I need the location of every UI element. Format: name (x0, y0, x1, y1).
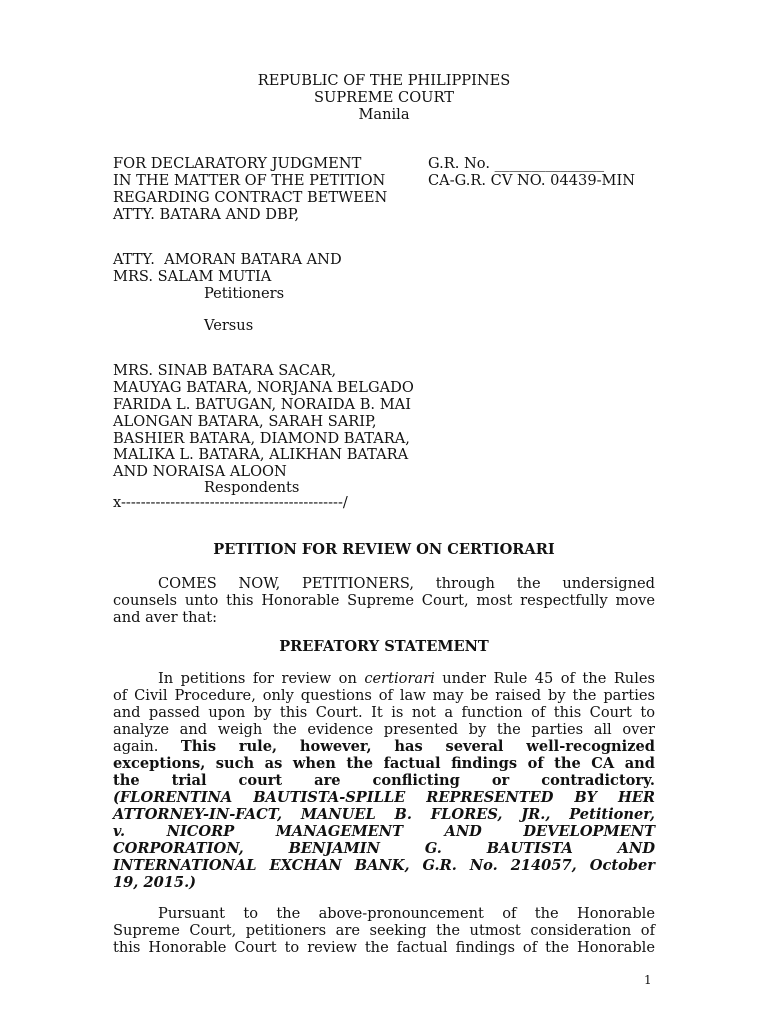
respondent-line: MRS. SINAB BATARA SACAR, (113, 362, 337, 379)
case-number-ca: CA-G.R. CV NO. 04439-MIN (428, 172, 636, 189)
intro-line: counsels unto this Honorable Supreme Court, most respectfully move (113, 592, 655, 609)
caption-left-line: IN THE MATTER OF THE PETITION (113, 172, 386, 189)
intro-line: COMES NOW, PETITIONERS, through the undersigned (158, 575, 655, 592)
para1-text: In petitions for review on (158, 670, 365, 687)
caption-separator: x---------------------------------------------/ (113, 494, 348, 511)
respondent-line: FARIDA L. BATUGAN, NORAIDA B. MAI (113, 396, 411, 413)
para1-bold-text: This rule, however, has several well-recognized (180, 738, 655, 755)
citation-line: CORPORATION, BENJAMIN G. BAUTISTA AND (113, 840, 655, 857)
para1-line: the trial court are conflicting or contradictory. (113, 772, 655, 789)
para1-line: exceptions, such as when the factual findings of the CA and (113, 755, 655, 772)
para1-text: again. (113, 738, 181, 755)
para1-line: analyze and weigh the evidence presented by the parties all over (113, 721, 655, 738)
para1-line: and passed upon by this Court. It is not a function of this Court to (113, 704, 655, 721)
citation-line: 19, 2015.) (113, 874, 197, 891)
citation-line: (FLORENTINA BAUTISTA-SPILLE REPRESENTED BY HER (113, 789, 655, 806)
case-number-gr: G.R. No. _______________ (428, 155, 605, 172)
para2-line: this Honorable Court to review the factual findings of the Honorable (113, 939, 655, 956)
para1-text: under Rule 45 of the Rules (434, 670, 656, 687)
prefatory-heading: PREFATORY STATEMENT (279, 638, 489, 655)
para2-line: Supreme Court, petitioners are seeking the utmost consideration of (113, 922, 655, 939)
respondent-line: MAUYAG BATARA, NORJANA BELGADO (113, 379, 414, 396)
respondents-label: Respondents (204, 479, 300, 496)
para1-italic-term: certiorari (364, 670, 435, 687)
caption-left-line: REGARDING CONTRACT BETWEEN (113, 189, 388, 206)
citation-line: v. NICORP MANAGEMENT AND DEVELOPMENT (113, 823, 655, 840)
header-republic: REPUBLIC OF THE PHILIPPINES (257, 72, 511, 89)
respondent-line: BASHIER BATARA, DIAMOND BATARA, (113, 430, 410, 447)
petitioner-line: ATTY. AMORAN BATARA AND (113, 251, 342, 268)
para2-line: Pursuant to the above-pronouncement of the Honorable (158, 905, 655, 922)
para1-line (113, 738, 655, 755)
para1-line: of Civil Procedure, only questions of law may be raised by the parties (113, 687, 655, 704)
page-number: 1 (644, 973, 652, 987)
petitioners-label: Petitioners (204, 285, 285, 302)
header-city: Manila (358, 106, 410, 123)
document-title: PETITION FOR REVIEW ON CERTIORARI (213, 541, 555, 558)
respondent-line: AND NORAISA ALOON (113, 463, 287, 480)
header-court: SUPREME COURT (314, 89, 454, 106)
caption-left-line: ATTY. BATARA AND DBP, (113, 206, 300, 223)
respondent-line: ALONGAN BATARA, SARAH SARIP, (113, 413, 377, 430)
caption-left-line: FOR DECLARATORY JUDGMENT (113, 155, 362, 172)
versus-label: Versus (204, 317, 254, 334)
respondent-line: MALIKA L. BATARA, ALIKHAN BATARA (113, 446, 409, 463)
petitioner-line: MRS. SALAM MUTIA (113, 268, 272, 285)
para1-line (158, 670, 655, 687)
citation-line: INTERNATIONAL EXCHAN BANK, G.R. No. 214057, October (113, 857, 655, 874)
citation-line: ATTORNEY-IN-FACT, MANUEL B. FLORES, JR., Petitioner, (113, 806, 655, 823)
intro-line: and aver that: (113, 609, 218, 626)
